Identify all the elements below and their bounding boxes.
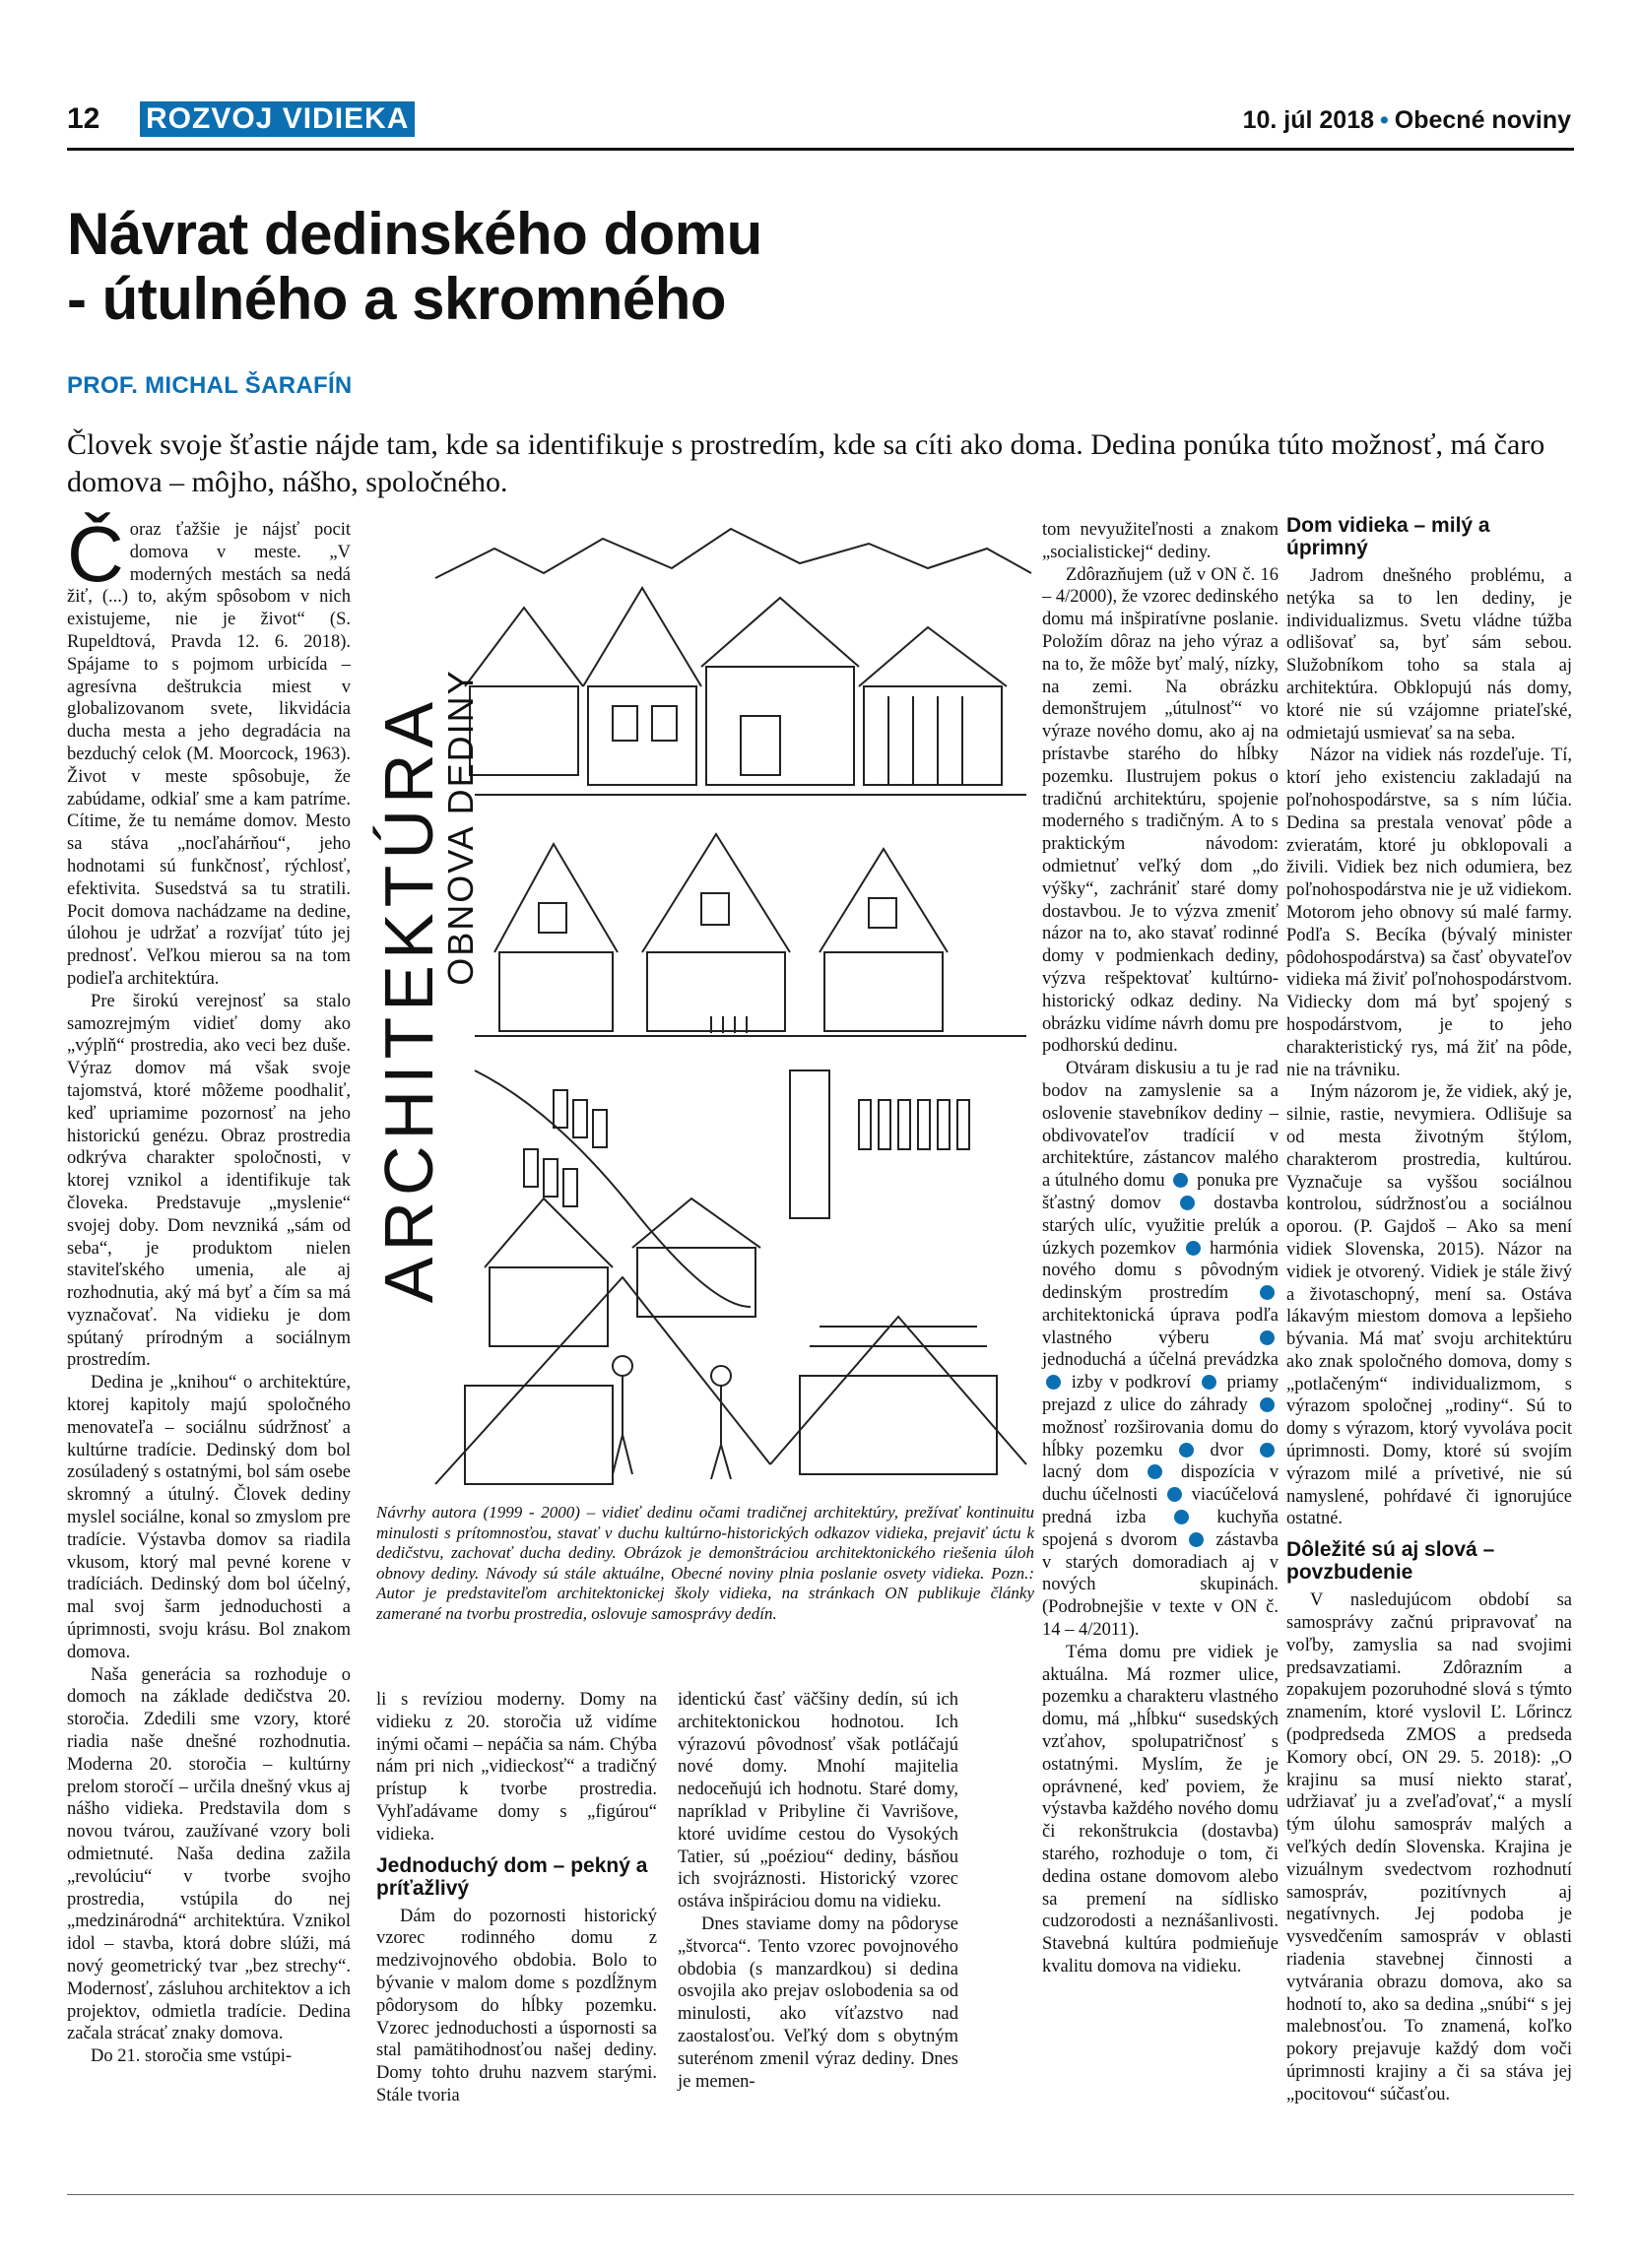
bullet-icon bbox=[1186, 1241, 1201, 1256]
point-11: dispozícia v duchu účelnosti bbox=[1042, 1462, 1279, 1506]
point-7: priamy prejazd z ulice do záhrady bbox=[1042, 1373, 1279, 1416]
col1-paragraph-3: Dedina je „knihou“ o architektúre, ktorej kapitoly majú spoločného menovateľa – sociálnu súdržnosť a kultúrne tradície. Dedinský dom bol zosúladený s ostatnými, bol sám osebe skromný a útulný. Človek dediny myslel sociálne, konal so zmyslom pre tradície. Výstavba domov sa riadila vkusom, ktorý mal pevné korene v tradíciách. Dedinský dom bol účelný, mal svoj šarm jednoduchosti a úprimnosti, svoju krásu. Bol znakom domova. bbox=[67, 1373, 351, 1662]
col5-subheading-1: Dom vidieka – milý a úprimný bbox=[1286, 514, 1490, 559]
bullet-icon bbox=[1260, 1443, 1275, 1458]
point-4: architektonická úprava podľa vlastného výberu bbox=[1042, 1305, 1279, 1348]
lead-paragraph: Človek svoje šťastie nájde tam, kde sa identifikuje s prostredím, kde sa cíti ako doma. Dedina ponúka túto možnosť, má čaro domova – môjho, nášho, spoločného. bbox=[67, 428, 1545, 498]
title-line-1: Návrat dedinského domu bbox=[67, 201, 762, 267]
col5-paragraph-2: Názor na vidiek nás rozdeľuje. Tí, ktorí jeho existenciu zakladajú na poľnohospodárstve, sa s ním lúčia. Dedina sa prestala venovať pôde a zvieratám, ktoré ju obklopovali a živili. Vidiek bez nich odumiera, bez poľnohospodárstva nie je už vidiekom. Motorom jeho obnovy sú malé farmy. Podľa S. Becíka (bývalý minister pôdohospodárstva) sa časť obyvateľov vidieka má živiť poľnohospodárstvom. Vidiecky dom má byť spojený s hospodárstvom, je to jeho charakteristický rys, má žiť na pôde, nie na trávniku. bbox=[1286, 745, 1572, 1080]
column-2 bbox=[376, 1689, 657, 2107]
col5-subheading-2: Dôležité sú aj slová – povzbudenie bbox=[1286, 1538, 1495, 1585]
bullet-icon bbox=[1202, 1375, 1216, 1390]
point-10: lacný dom bbox=[1042, 1462, 1129, 1483]
page-number: 12 bbox=[67, 102, 100, 135]
col3-paragraph-2: Dnes staviame domy na pôdoryse „štvorca“. Tento vzorec povojnového obdobia (s manzardkou) si dedina osvojila ako prejav oslobodenia sa od minulosti, ako víťazstvo nad zaostalosťou. Veľký dom s obytným suterénom zmenil výraz dediny. Dnes je memen- bbox=[678, 1913, 958, 2092]
bullet-icon bbox=[1180, 1196, 1195, 1210]
point-12: viacúčelová predná izba bbox=[1042, 1485, 1279, 1528]
paper-name: Obecné noviny bbox=[1394, 106, 1571, 134]
column-3 bbox=[678, 1689, 958, 2093]
col4-paragraph-2: Zdôrazňujem (už v ON č. 16 – 4/2000), že vzorec dedinského domu má inšpiratívne poslanie. Položím dôraz na jeho výraz a na to, že môže byť malý, nízky, na zemi. Na obrázku demonštrujem „útulnosť“ vo výraze nového domu, ako aj na prístavbe starého do hĺbky pozemku. Ilustrujem pokus o tradičnú architektúru, spojenie moderného s tradičným. A to s praktickým návodom: odmietnuť veľký dom „do výšky“, zachrániť staré domy dostavbou. Je to výzva zmeniť názor na to, ako stavať rodinné domy v podmienkach dediny, výzva rešpektovať kultúrno-historický odkaz dediny. Na obrázku vidíme návrh domu pre podhorskú dedinu. bbox=[1042, 564, 1279, 1057]
drop-cap: Č bbox=[67, 510, 124, 598]
vertical-title-block bbox=[370, 532, 447, 1467]
col1-paragraph-4: Naša generácia sa rozhoduje o domoch na základe dedičstva 20. storočia. Zdedili sme vzory, ktoré riadia naše dnešné rozhodnutia. Moderna 20. storočia – kultúrny prelom storočí – určila dnešný vkus aj nášho vidieka. Predstavila dom s novou tvárou, zaužívané vzory boli odmietnuté. Naša dedina zažila „revolúciu“ v tvorbe svojho prostredia, vstúpila do nej „medzinárodná“ architektúra. Vznikol idol – stavba, ktorá dobre slúži, má nový geometrický tvar „bez strechy“. Modernosť, zásluhou architektov a ich projektov, odmietla tradície. Dedina začala strácať znaky domova. bbox=[67, 1664, 351, 2044]
author-byline: PROF. MICHAL ŠARAFÍN bbox=[67, 372, 353, 399]
bullet-icon bbox=[1260, 1397, 1275, 1412]
col1-paragraph-1: oraz ťažšie je nájsť pocit domova v meste. „V moderných mestách sa nedá žiť, (...) to, akým spôsobom v nich existujeme, nie je život“ (S. Rupeldtová, Pravda 12. 6. 2018). Spájame to s pojmom urbicída – agresívna deštrukcia miest v globalizovanom svete, likvidácia ducha mesta a jeho degradácia na bezduchý celok (M. Moorcock, 1963). Život v meste spôsobuje, že zabúdame, odkiaľ sme a kam patríme. Cítime, že tu nemáme domov. Mesto sa stáva „nocľahárňou“, jeho hodnotami sú funkčnosť, rýchlosť, efektivita. Susedstvá sa tu stratili. Pocit domova nachádzame na dedine, úlohou je udržať a rozvíjať túto jej prednosť. Veľkou mierou sa na tom podieľa architektúra. bbox=[67, 520, 351, 989]
bullet-icon bbox=[1260, 1330, 1275, 1345]
issue-date: 10. júl 2018 bbox=[1242, 106, 1375, 134]
header-rule bbox=[67, 148, 1574, 151]
vertical-architecture-label: ARCHITEKTÚRA bbox=[370, 695, 447, 1304]
col4-paragraph-4: Téma domu pre vidiek je aktuálna. Má rozmer ulice, pozemku a charakteru vlastného domu, má „hĺbku“ susedských vzťahov, spolupatričnosť s ostatnými. Myslím, že je oprávnené, keď poviem, že výstavba každého nového domu či rekonštrukcia (dostavba) starého, rozhoduje o tom, či dedina ostane domovom alebo sa premení na sídlisko cudzorodosti a neznášanlivosti. Stavebná kultúra podmieňuje kvalitu domova na vidieku. bbox=[1042, 1642, 1279, 1976]
point-6: izby v podkroví bbox=[1071, 1373, 1192, 1393]
point-8: možnosť rozširovania domu do hĺbky pozemku bbox=[1042, 1417, 1279, 1460]
column-1 bbox=[67, 510, 351, 2068]
vertical-subtitle-block bbox=[441, 551, 481, 1103]
point-1: ponuka pre šťastný domov bbox=[1042, 1171, 1279, 1213]
section-label: ROZVOJ VIDIEKA bbox=[140, 101, 415, 137]
bullet-icon bbox=[1174, 1510, 1189, 1524]
bullet-icon bbox=[1148, 1464, 1162, 1479]
col4-points-paragraph bbox=[1042, 1058, 1279, 1642]
masthead bbox=[1243, 106, 1571, 135]
point-2: dostavba starých ulíc, využitie prelúk a úzkych pozemkov bbox=[1042, 1193, 1279, 1259]
point-3: harmónia nového domu s pôvodným dedinským prostredím bbox=[1042, 1238, 1279, 1304]
col5-paragraph-1: Jadrom dnešného problému, a netýka sa to len dediny, je individualizmus. Svetu vládne túžba odlišovať sa, byť sám sebou. Služobníkom toho sa stala aj architektúra. Obklopujú nás domy, ktoré nie sú vzájomne priateľské, odmietajú usmievať sa na seba. bbox=[1286, 566, 1572, 744]
column-4 bbox=[1042, 519, 1279, 1978]
point-13: kuchyňa spojená s dvorom bbox=[1042, 1508, 1279, 1550]
bullet-icon bbox=[1189, 1532, 1204, 1547]
col1-paragraph-2: Pre širokú verejnosť sa stalo samozrejmým vidieť domy ako „výplň“ prostredia, ako veci bez duše. Výraz domov má však svoje tajomstvá, ktoré môžeme poodhaliť, keď upriamime pozornosť na jeho historickú genézu. Obraz prostredia odkrýva charakter spoločnosti, v ktorej vznikol a identifikuje tak človeka. Predstavuje „myslenie“ svojej doby. Dom nevzniká „sám od seba“, je produktom nielen staviteľského umenia, ale aj rozhodnutia, aký má byť a čím sa má vyznačovať. Na vidieku je dom spútaný prírodným a sociálnym prostredím. bbox=[67, 991, 351, 1371]
bullet-icon bbox=[1179, 1443, 1194, 1458]
image-caption: Návrhy autora (1999 - 2000) – vidieť dedinu očami tradičnej architektúry, prežívať kontinuitu minulosti s prítomnosťou, stavať v duchu kultúrno-historických odkazov vidieka, prejaviť úctu k dedičstvu, zachovať ducha dediny. Obrázok je demonštráciou architektonického riešenia úloh obnovy dediny. Návody sú stále aktuálne, Obecné noviny plnia poslanie osvety vidieka. Pozn.: Autor je predstaviteľom architektonickej školy vidieka, na stránkach ON publikuje články zamerané na tvorbu prostredia, oslovuje samosprávy dedín. bbox=[376, 1503, 1034, 1623]
col4-points-intro: Otváram diskusiu a tu je rad bodov na zamyslenie sa a oslovenie stavebníkov dediny – obdivovateľov tradícií v architektúre, zástancov malého a útulného domu bbox=[1042, 1059, 1279, 1192]
column-5 bbox=[1286, 514, 1572, 2106]
title-line-2: - útulného a skromného bbox=[67, 266, 727, 332]
point-9: dvor bbox=[1210, 1440, 1244, 1460]
footer-rule bbox=[67, 2194, 1574, 2195]
col1-paragraph-5: Do 21. storočia sme vstúpi- bbox=[91, 2046, 293, 2067]
bullet-icon bbox=[1167, 1487, 1182, 1502]
col2-paragraph-1: li s revíziou moderny. Domy na vidieku z 20. storočia už vidíme inými očami – nepáčia sa nám. Chýba nám pri nich „vidieckosť“ a tradičný prístup k tvorbe prostredia. Vyhľadávame domy s „figúrou“ vidieka. bbox=[376, 1690, 657, 1845]
point-5: jednoduchá a účelná prevádzka bbox=[1042, 1350, 1279, 1371]
col4-paragraph-1: tom nevyužiteľnosti a znakom „socialistickej“ dediny. bbox=[1042, 520, 1279, 562]
col5-paragraph-3: Iným názorom je, že vidiek, aký je, silnie, rastie, nevymiera. Odlišuje sa od mesta životným štýlom, charakterom prostredia, kultúrou. Vyznačuje sa vyššou sociálnou kontrolou, súdržnosťou a sociálnou oporou. (P. Gajdoš – Ako sa mení vidiek Slovenska, 2015). Názor na vidiek je otvorený. Vidiek je stále živý a životaschopný, mení sa. Ostáva lákavým miestom domova a lepšieho bývania. Má mať svoju architektúru ako znak spoločného domova, domy s „potlačeným“ individualizmom, s výrazom spoločnej „rodiny“. Sú to domy s výrazom, ktorý vyvoláva pocit úprimnosti. Domy, ktoré sú svojím výrazom milé a prívetivé, nie sú namyslené, pohŕdavé či ignorujúce ostatné. bbox=[1286, 1082, 1572, 1529]
col2-subheading: Jednoduchý dom – pekný a príťažlivý bbox=[376, 1853, 648, 1900]
bullet-separator: • bbox=[1380, 106, 1389, 134]
col5-paragraph-4: V nasledujúcom období sa samosprávy začnú pripravovať na voľby, zamyslia sa nad svojimi predsavzatiami. Zdôrazním a zopakujem pozoruhodné slová s týmto znamením, ktoré vyslovil Ľ. Lőrincz (podpredseda ZMOS a predseda Komory obcí, ON 29. 5. 2018): „O krajinu sa musí niekto starať, udržiavať ju a zveľaďovať,“ a myslí tým úlohu samospráv malých a veľkých dedín Slovenska. Krajina je vizuálnym svedectvom rozhodnutí samospráv, pozitívnych aj negatívnych. Jej podoba je vysvedčením samospráv v oblasti riadenia stavebnej činnosti a vytvárania obrazu domova, ako sa hodnotí to, ako sa dedina „snúbi“ s jej malebnosťou. To znamená, koľko pokory prejavuje každý dom voči úprimnosti krajiny a či sa stáva jej „pocitovou“ súčasťou. bbox=[1286, 1590, 1572, 2105]
bullet-icon bbox=[1260, 1285, 1275, 1300]
col2-paragraph-2: Dám do pozornosti historický vzorec rodinného domu z medzivojnového obdobia. Bolo to bývanie v malom dome s pozdĺžnym pôdorysom do hĺbky pozemku. Vzorec jednoduchosti a úspornosti sa stal pamätihodnosťou našej dediny. Domy tohto druhu nazvem starými. Stále tvoria bbox=[376, 1906, 657, 2106]
bullet-icon bbox=[1046, 1375, 1061, 1390]
col3-paragraph-1: identickú časť väčšiny dedín, sú ich architektonickou hodnotou. Ich výrazovú pôvodnosť však potláčajú nové domy. Mnohí majitelia nedoceňujú ich hodnotu. Staré domy, napríklad v Pribyline či Vavrišove, ktoré uvidíme cestou do Vysokých Tatier, sú „poéziou“ dediny, básňou ich svojráznosti. Historický vzorec ostáva inšpiráciou domu na vidieku. bbox=[678, 1690, 958, 1912]
point-14: zástavba v starých domoradiach aj v nových skupinách. (Podrobnejšie v texte v ON č. 14 – 4/2011). bbox=[1042, 1529, 1279, 1641]
article-title bbox=[67, 202, 762, 332]
vertical-renewal-label: OBNOVA DEDINY bbox=[440, 669, 481, 986]
bullet-icon bbox=[1173, 1173, 1188, 1188]
